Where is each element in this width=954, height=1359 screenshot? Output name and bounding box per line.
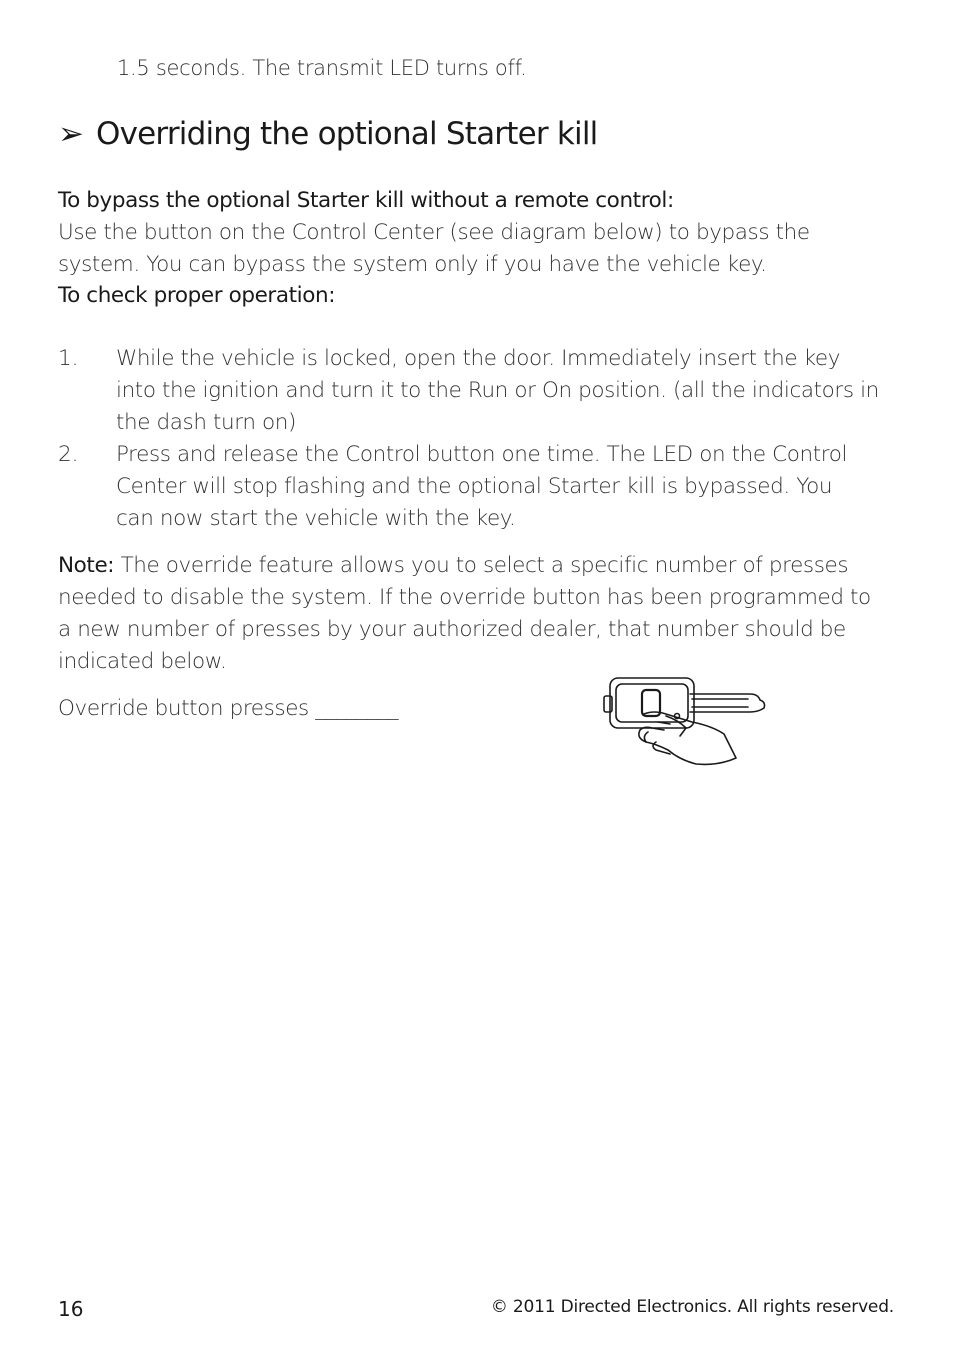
bypass-body-line: system. You can bypass the system only if you have the vehicle key. (58, 252, 767, 277)
bypass-heading: To bypass the optional Starter kill without a remote control: (58, 188, 674, 213)
control-center-diagram (600, 672, 770, 772)
section-heading (58, 116, 597, 152)
check-heading: To check proper operation: (58, 283, 336, 308)
step-text-line: into the ignition and turn it to the Run or On position. (all the indicators in (116, 378, 879, 403)
note-label: Note: (58, 553, 115, 578)
continuation-text: 1.5 seconds. The transmit LED turns off. (117, 56, 527, 80)
step-text-line: can now start the vehicle with the key. (116, 506, 516, 531)
override-presses-label: Override button presses ________ (58, 696, 399, 721)
step-text-line: While the vehicle is locked, open the door. Immediately insert the key (116, 346, 841, 371)
step-text-line: Center will stop flashing and the optional Starter kill is bypassed. You (116, 474, 833, 499)
step-text-line: Press and release the Control button one time. The LED on the Control (116, 442, 848, 467)
step-number: 2. (58, 442, 79, 467)
note-line: a new number of presses by your authorized dealer, that number should be (58, 617, 846, 642)
note-text: The override feature allows you to select a specific number of presses (114, 553, 849, 578)
section-title: Overriding the optional Starter kill (96, 116, 598, 152)
arrow-bullet-icon: ➢ (58, 116, 84, 152)
step-text-line: the dash turn on) (116, 410, 296, 435)
note-line: needed to disable the system. If the override button has been programmed to (58, 585, 871, 610)
copyright-notice: © 2011 Directed Electronics. All rights reserved. (490, 1297, 894, 1317)
note-line (58, 553, 848, 578)
page-number: 16 (58, 1297, 84, 1321)
step-number: 1. (58, 346, 79, 371)
bypass-body-line: Use the button on the Control Center (see diagram below) to bypass the (58, 220, 810, 245)
note-line: indicated below. (58, 649, 227, 674)
